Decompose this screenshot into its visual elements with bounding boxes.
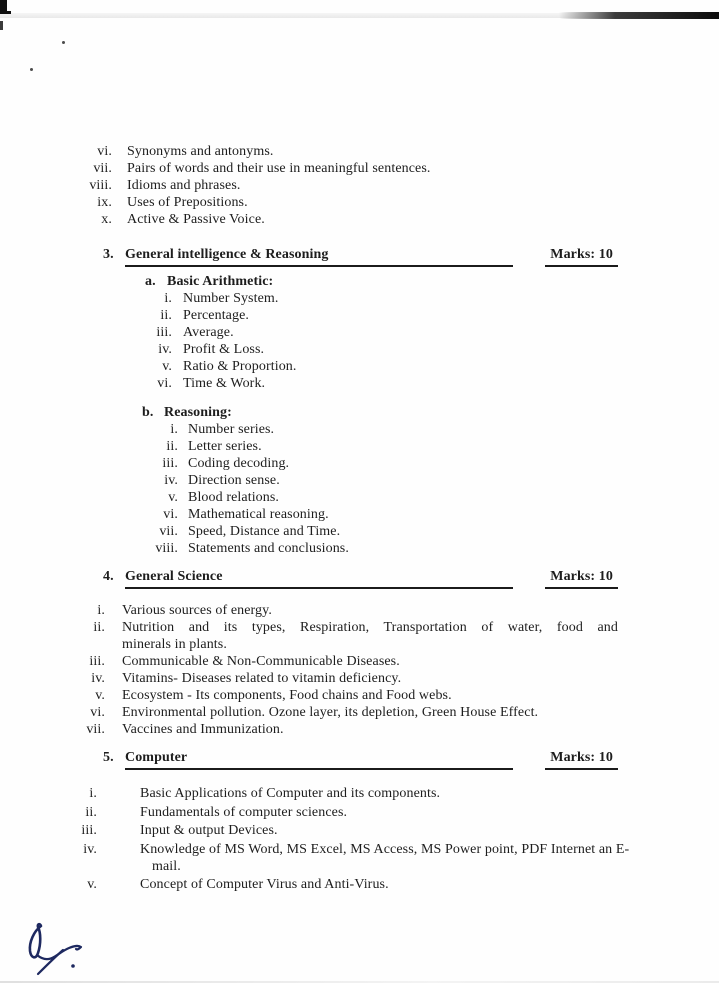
syllabus-item (128, 489, 618, 506)
item-text: Statements and conclusions. (188, 541, 349, 556)
item-text: Coding decoding. (188, 456, 290, 471)
syllabus-item (128, 455, 618, 472)
item-text: Uses of Prepositions. (127, 195, 248, 210)
item-number: vii. (86, 722, 105, 737)
section-number: 5. (103, 750, 114, 765)
item-text: Direction sense. (188, 473, 280, 488)
item-number: viii. (155, 541, 178, 556)
item-text-line: Knowledge of MS Word, MS Excel, MS Access, MS Power point, PDF Internet an E- (140, 841, 630, 857)
syllabus-item (60, 822, 618, 839)
reasoning-list (128, 421, 618, 557)
item-number: ix. (97, 195, 112, 210)
item-text: Blood relations. (188, 490, 280, 505)
syllabus-item (60, 687, 618, 704)
syllabus-item (60, 804, 618, 821)
english-topics-list (60, 143, 618, 228)
scan-speck (30, 68, 33, 71)
item-number: v. (162, 359, 172, 374)
syllabus-content (60, 0, 630, 895)
item-number: iii. (89, 654, 105, 669)
subsection-letter: b. (142, 405, 154, 420)
item-text: Ecosystem - Its components, Food chains and Food webs. (122, 688, 452, 703)
item-text: Communicable & Non-Communicable Diseases. (122, 654, 400, 669)
item-number: iii. (156, 325, 172, 340)
syllabus-item (60, 177, 618, 194)
section-title: General intelligence & Reasoning (125, 246, 328, 267)
syllabus-item (60, 670, 618, 687)
subsection-letter: a. (145, 274, 156, 289)
section-title: General Science (125, 568, 223, 589)
syllabus-item (60, 194, 618, 211)
item-text: Basic Applications of Computer and its components. (140, 786, 441, 801)
heading-underline-fill (223, 568, 514, 589)
syllabus-item (60, 841, 630, 875)
item-text-line: Nutrition and its types, Respiration, Transportation of water, food and (122, 620, 618, 635)
syllabus-item (60, 211, 618, 228)
item-number: ii. (85, 804, 97, 820)
section-marks: Marks: 10 (545, 749, 618, 770)
syllabus-item (60, 721, 618, 738)
scan-corner-mark-foot (0, 11, 11, 14)
syllabus-item (122, 358, 618, 375)
syllabus-item (122, 341, 618, 358)
item-number: v. (168, 490, 178, 505)
item-text: Idioms and phrases. (127, 178, 241, 193)
item-number: i. (89, 786, 97, 801)
item-text: Speed, Distance and Time. (188, 524, 341, 539)
item-number: iv. (91, 671, 105, 686)
section-heading-computer (103, 749, 618, 770)
section-title: Computer (125, 749, 187, 770)
item-text: Average. (183, 325, 234, 340)
item-text (122, 619, 618, 653)
item-number: iii. (81, 823, 97, 838)
item-number: vi. (97, 144, 112, 159)
item-text: Profit & Loss. (183, 342, 265, 357)
item-text: Ratio & Proportion. (183, 359, 297, 374)
syllabus-item (60, 602, 618, 619)
syllabus-item (60, 143, 618, 160)
item-number: vi. (163, 507, 178, 522)
item-number: i. (164, 291, 172, 306)
section-number: 4. (103, 569, 114, 584)
item-text: Vitamins- Diseases related to vitamin deficiency. (122, 671, 402, 686)
item-text (140, 841, 629, 875)
item-text: Number series. (188, 422, 275, 437)
syllabus-item (60, 160, 618, 177)
syllabus-item (60, 876, 618, 893)
syllabus-item (128, 438, 618, 455)
item-text: Fundamentals of computer sciences. (140, 804, 348, 820)
item-number: vii. (159, 524, 178, 539)
item-number: vii. (93, 161, 112, 176)
subsection-title-text: Reasoning: (164, 405, 232, 420)
syllabus-item (128, 472, 618, 489)
item-text: Pairs of words and their use in meaningful sentences. (127, 161, 431, 176)
item-text: Vaccines and Immunization. (122, 722, 284, 737)
heading-underline-fill (328, 246, 513, 267)
item-text: Environmental pollution. Ozone layer, its depletion, Green House Effect. (122, 705, 539, 720)
item-number: iv. (164, 473, 178, 488)
section-heading-reasoning (103, 246, 618, 267)
item-text: Concept of Computer Virus and Anti-Virus. (140, 877, 389, 892)
item-text-line: mail. (152, 858, 181, 874)
item-text: Number System. (183, 291, 279, 306)
item-number: i. (170, 422, 178, 437)
item-number: viii. (89, 178, 112, 193)
syllabus-item (60, 704, 618, 721)
subsection-title-basic-arithmetic (145, 273, 618, 290)
syllabus-item (60, 653, 618, 670)
item-number: ii. (160, 308, 172, 323)
syllabus-item (60, 619, 618, 653)
item-text: Letter series. (188, 439, 262, 454)
item-number: iv. (83, 841, 97, 857)
item-number: x. (101, 212, 112, 227)
signature-scribble (20, 918, 110, 980)
computer-list (60, 785, 630, 893)
item-number: vi. (157, 376, 172, 391)
item-text-line: minerals in plants. (122, 637, 227, 652)
section-marks: Marks: 10 (545, 246, 618, 267)
syllabus-item (128, 421, 618, 438)
syllabus-item (122, 290, 618, 307)
syllabus-item (128, 540, 618, 557)
syllabus-item (122, 324, 618, 341)
item-number: ii. (166, 439, 178, 454)
syllabus-item (122, 307, 618, 324)
scan-left-tick (0, 21, 3, 30)
syllabus-item (122, 375, 618, 392)
heading-underline-fill (187, 749, 513, 770)
item-text: Synonyms and antonyms. (127, 144, 274, 159)
item-number: v. (87, 877, 97, 892)
syllabus-item (60, 785, 618, 802)
general-science-list (60, 602, 618, 738)
section-heading-general-science (103, 568, 618, 589)
item-text: Various sources of energy. (122, 603, 272, 618)
subsection-title-text: Basic Arithmetic: (167, 274, 274, 289)
syllabus-item (128, 506, 618, 523)
syllabus-item (128, 523, 618, 540)
item-number: ii. (93, 620, 105, 635)
basic-arithmetic-list (122, 290, 618, 392)
item-number: vi. (90, 705, 105, 720)
item-text: Active & Passive Voice. (127, 212, 265, 227)
item-text: Time & Work. (183, 376, 266, 391)
item-number: iv. (158, 342, 172, 357)
section-number: 3. (103, 247, 114, 262)
item-text: Mathematical reasoning. (188, 507, 329, 522)
item-number: i. (97, 603, 105, 618)
section-marks: Marks: 10 (545, 568, 618, 589)
subsection-title-reasoning (142, 404, 618, 421)
item-number: iii. (162, 456, 178, 471)
item-text: Percentage. (183, 308, 250, 323)
item-number: v. (95, 688, 105, 703)
item-text: Input & output Devices. (140, 823, 278, 838)
